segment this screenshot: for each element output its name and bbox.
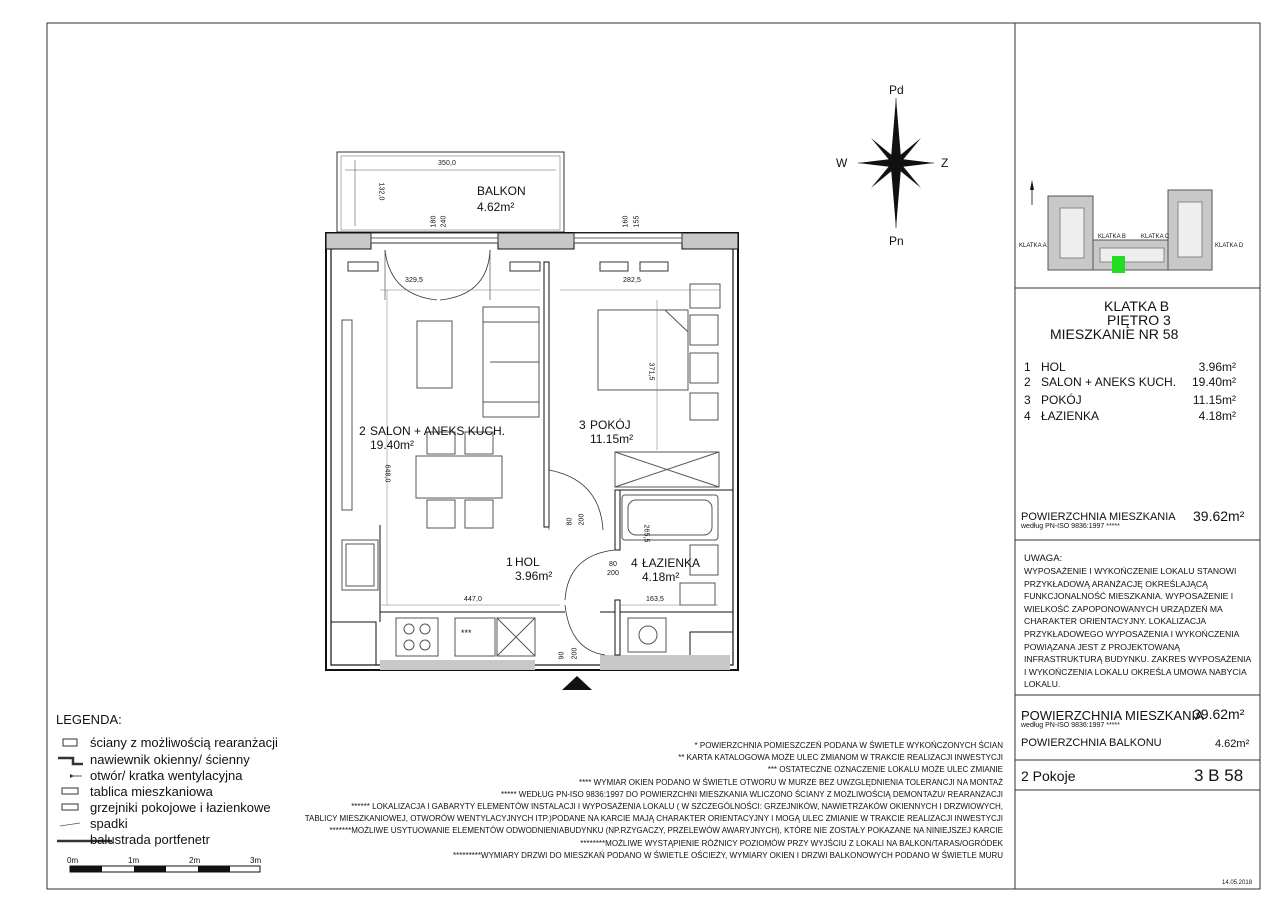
scale-label: 1m	[128, 856, 140, 865]
keyplan-label-a: KLATKA A	[1019, 243, 1047, 249]
note-line: INFRASTRUKTURĄ BUDYNKU. ZAKRES WYPOSAŻENIA	[1024, 654, 1252, 665]
dim-entry-b: 200	[571, 647, 579, 660]
sidebar-floor: PIĘTRO 3	[1107, 312, 1171, 328]
unit-code: 3 B 58	[1194, 766, 1244, 785]
note-line: WIELKOŚĆ ZAPOPONOWANYCH URZĄDZEŃ MA	[1024, 603, 1223, 614]
room-area: 3.96m²	[1198, 360, 1236, 374]
compass-east-label: Z	[941, 156, 949, 170]
dim-entry-a: 90	[558, 651, 566, 660]
keyplan-label-b: KLATKA B	[1098, 234, 1126, 240]
hol-area: 3.96m²	[515, 569, 553, 583]
compass-south-label: Pn	[889, 234, 904, 248]
dim-window-right-b: 155	[633, 215, 641, 228]
dim-balcony-depth: 132,0	[377, 182, 385, 201]
rooms-count: 2 Pokoje	[1021, 768, 1076, 784]
room-area: 19.40m²	[1191, 375, 1236, 389]
dim-salon-width: 329,5	[405, 277, 424, 284]
note-line: FUNKCJONALNOŚĆ MIESZKANIA. WYPOSAŻENIE I	[1024, 591, 1234, 602]
footnote: **** WYMIAR OKIEN PODANO W ŚWIETLE OTWORU W MURZE BEZ UWZGLĘDNIENIA TOLERANCJI NA MONTAŻ	[578, 777, 1003, 787]
footnote: * POWIERZCHNIA POMIESZCZEŃ PODANA W ŚWIETLE WYKOŃCZONYCH ŚCIAN	[694, 741, 1003, 750]
legend-vent-icon	[58, 758, 83, 764]
total-area-label: POWIERZCHNIA MIESZKANIA	[1021, 511, 1176, 523]
keyplan-label-c: KLATKA C	[1141, 234, 1170, 240]
footnote: ** KARTA KATALOGOWA MOŻE ULEC ZMIANOM W TRAKCIE REALIZACJI INWESTYCJI	[678, 753, 1003, 763]
footnote: *******MOŻLIWE USYTUOWANIE ELEMENTÓW ODWODNIENIABUDYNKU (NP.RZYGACZY, PRZELEWÓW AWARYJNYCH), KTÓRE NIE ZOSTAŁY POKAZANE NA NINIEJSZEJ KARCIE	[329, 826, 1003, 836]
hol-number: 1	[506, 555, 513, 569]
legend-item: nawiewnik okienny/ ścienny	[90, 752, 250, 767]
note-box	[1024, 552, 1256, 691]
compass-north-label: Pd	[889, 83, 904, 97]
room-num: 3	[1024, 393, 1031, 407]
footnote: *** OSTATECZNE OZNACZENIE LOKALU MOŻE ULEC ZMIANIE	[767, 765, 1003, 775]
footnote: TABLICY MIESZKANIOWEJ, OTWORÓW WENTYLACYJNYCH ITP.)PODANE NA KARCIE MAJĄ CHARAKTER ORIENTACYJNY I MOGĄ ULEC ZMIANIE W TRAKCIE REALIZACJI INWESTYCJI	[304, 814, 1003, 824]
dim-window-left-b: 240	[440, 215, 448, 228]
key-plan	[1030, 180, 1212, 273]
dim-door-hol-b: 200	[578, 513, 586, 526]
balcony-area-label: POWIERZCHNIA BALKONU	[1021, 737, 1162, 749]
room-num: 2	[1024, 375, 1031, 389]
pokoj-area: 11.15m²	[590, 432, 634, 446]
room-num: 4	[1024, 409, 1031, 423]
note-line: PRZYKŁADOWĄ ARANŻACJĘ OKREŚLAJĄCĄ	[1024, 578, 1208, 589]
scale-label: 2m	[189, 856, 201, 865]
scale-label: 0m	[67, 856, 79, 865]
total2-area-standard: według PN-ISO 9836:1997 *****	[1021, 722, 1120, 729]
legend-slope-icon	[60, 823, 80, 826]
note-line: CHARAKTER ORIENTACYJNY. LOKALIZACJA	[1024, 616, 1207, 627]
footnote: ********MOŻLIWE WYSTĄPIENIE RÓŻNICY POZIOMÓW PRZY WYJŚCIU Z LOKALI NA BALKON/TARAS/OGRÓDEK	[580, 838, 1003, 848]
dim-salon-depth: 648,0	[383, 464, 391, 483]
keyplan-highlight	[1112, 256, 1125, 273]
revision-date: 14.05.2018	[1222, 880, 1253, 886]
room-name: HOL	[1041, 360, 1066, 374]
lazienka-area: 4.18m²	[642, 570, 680, 584]
dim-door-hol-a: 80	[566, 517, 574, 526]
compass-west-label: W	[836, 156, 848, 170]
room-area: 11.15m²	[1192, 393, 1236, 407]
dim-door-bath-b: 200	[607, 570, 619, 577]
pokoj-name: POKÓJ	[590, 418, 631, 432]
salon-number: 2	[359, 424, 366, 438]
legend-item: tablica mieszkaniowa	[90, 784, 213, 799]
legend-item: balustrada portfenetr	[90, 832, 210, 847]
dim-hol-width: 447,0	[464, 596, 483, 603]
keyplan-label-d: KLATKA D	[1215, 243, 1244, 249]
scale-label: 3m	[250, 856, 262, 865]
legend-radiator-icon	[62, 804, 78, 810]
lazienka-number: 4	[631, 556, 638, 570]
entrance-marker-icon	[562, 676, 592, 690]
legend-wall-icon	[63, 739, 77, 746]
note-line: POWIĄZANA JEST Z PROJEKTOWANĄ	[1024, 641, 1180, 652]
legend-title: LEGENDA:	[56, 712, 122, 727]
salon-name: SALON + ANEKS KUCH.	[370, 424, 506, 438]
salon-area: 19.40m²	[370, 438, 415, 452]
dim-bath-depth: 265,5	[642, 524, 650, 543]
total2-area-value: 39.62m²	[1193, 706, 1245, 722]
dim-room-width: 282,5	[623, 277, 642, 284]
footnotes	[300, 740, 1003, 862]
footnote: *********WYMIARY DRZWI DO MIESZKAŃ PODANO W ŚWIETLE OŚCIEŻY, WYMIARY OKIEN I DRZWI BALKONOWYCH PODANO W ŚWIETLE MURU	[453, 850, 1003, 860]
compass-rose-icon	[858, 98, 934, 228]
sidebar-stair: KLATKA B	[1104, 298, 1170, 314]
stove-marker: ***	[461, 628, 472, 638]
dim-window-right-a: 160	[622, 215, 630, 228]
legend-item: spadki	[90, 816, 128, 831]
legend-item: otwór/ kratka wentylacyjna	[90, 768, 243, 783]
dim-window-left-a: 180	[430, 215, 438, 228]
dim-room-depth: 371,5	[647, 362, 655, 381]
room-name: SALON + ANEKS KUCH.	[1041, 375, 1177, 389]
footnote: ***** WEDŁUG PN-ISO 9836:1997 DO POWIERZCHNI MIESZKANIA WLICZONO ŚCIANY Z MOŻLIWOŚCIĄ DEMONTAŻU/ REARANŻACJI	[500, 789, 1003, 799]
total2-area-label: POWIERZCHNIA MIESZKANIA	[1021, 708, 1204, 723]
balcony-area: 4.62m²	[477, 200, 515, 214]
room-area: 4.18m²	[1198, 409, 1236, 423]
legend-panel-icon	[62, 788, 78, 794]
room-name: POKÓJ	[1041, 393, 1082, 407]
note-line: LOKALU.	[1024, 679, 1061, 690]
room-num: 1	[1024, 360, 1031, 374]
room-name: ŁAZIENKA	[1041, 409, 1100, 423]
dim-bath-width: 163,5	[646, 596, 665, 603]
hol-name: HOL	[515, 555, 540, 569]
note-title: UWAGA:	[1024, 553, 1063, 564]
balcony-name: BALKON	[477, 184, 526, 198]
scale-bar	[70, 866, 260, 872]
lazienka-name: ŁAZIENKA	[642, 556, 701, 570]
pokoj-number: 3	[579, 418, 586, 432]
dim-balcony-width: 350,0	[438, 160, 457, 167]
total-area-value: 39.62m²	[1193, 508, 1245, 524]
legend-item: grzejniki pokojowe i łazienkowe	[90, 800, 271, 815]
note-line: WYPOSAŻENIE I WYKOŃCZENIE LOKALU STANOWI	[1024, 566, 1237, 576]
sidebar-unit: MIESZKANIE NR 58	[1050, 326, 1179, 342]
footnote: ****** LOKALIZACJA I GABARYTY ELEMENTÓW INSTALACJI I WYPOSAŻENIA LOKALU ( W SZCZEGÓLNOŚCI: GRZEJNIKÓW, NAWIETRZAKÓW OKIENNYCH I DRZWIOWYCH,	[351, 802, 1003, 812]
note-line: PRZYKŁADOWEGO WYPOSAŻENIA I WYKOŃCZENIA	[1024, 628, 1240, 639]
legend-item: ściany z możliwością rearanżacji	[90, 735, 278, 750]
balcony-area-value: 4.62m²	[1215, 738, 1250, 750]
dim-door-bath-a: 80	[609, 561, 617, 568]
total-area-standard: według PN-ISO 9836:1997 *****	[1021, 523, 1120, 530]
note-line: I WYKOŃCZENIA LOKALU OKREŚLA UMOWA NABYCIA	[1024, 666, 1247, 677]
